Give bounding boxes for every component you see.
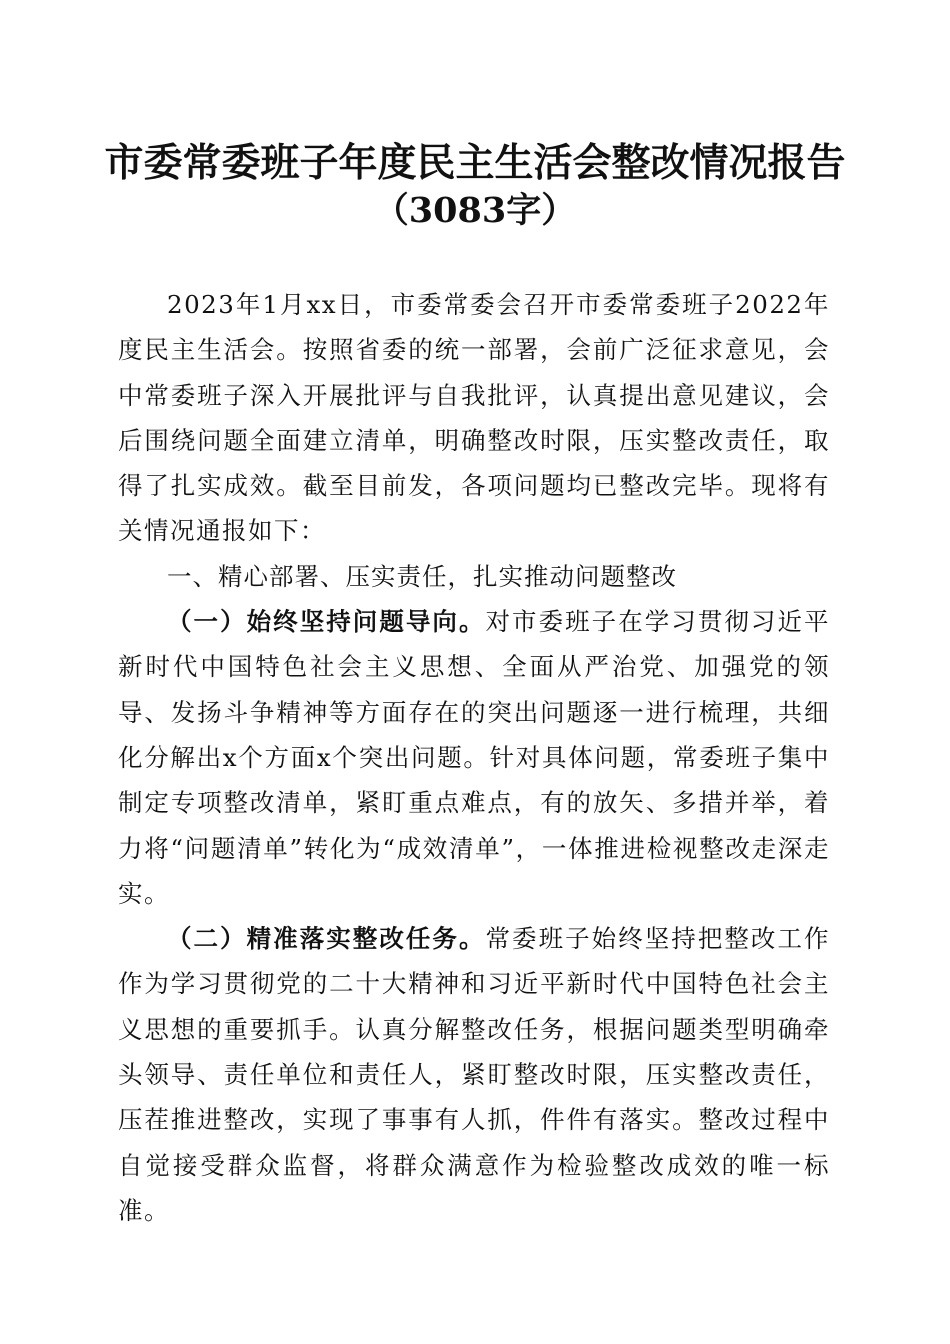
intro-paragraph: 2023年1月xx日，市委常委会召开市委常委班子2022年度民主生活会。按照省委的统一部署，会前广泛征求意见，会中常委班子深入开展批评与自我批评，认真提出意见建议，会后围绕问题全面建立清单，明确整改时限，压实整改责任，取得了扎实成效。截至目前发，各项问题均已整改完毕。现将有关情况通报如下：: [118, 290, 830, 546]
section-heading: 一、精心部署、压实责任，扎实推动问题整改: [167, 561, 677, 591]
item-lead-1: （一）始终坚持问题导向。: [167, 607, 486, 637]
document-subtitle: （3083字）: [373, 190, 577, 231]
document-body: [118, 282, 830, 1233]
title-block: [0, 138, 950, 234]
item-paragraph-2: [118, 916, 830, 1233]
item-paragraph-1: [118, 599, 830, 916]
item-text-2: 常委班子始终坚持把整改工作作为学习贯彻党的二十大精神和习近平新时代中国特色社会主义思想的重要抓手。认真分解整改任务，根据问题类型明确牵头领导、责任单位和责任人，紧盯整改时限，压实整改责任，压茬推进整改，实现了事事有人抓，件件有落实。整改过程中自觉接受群众监督，将群众满意作为检验整改成效的唯一标准。: [118, 924, 830, 1225]
item-text-1: 对市委班子在学习贯彻习近平新时代中国特色社会主义思想、全面从严治党、加强党的领导、发扬斗争精神等方面存在的突出问题逐一进行梳理，共细化分解出x个方面x个突出问题。针对具体问题，常委班子集中制定专项整改清单，紧盯重点难点，有的放矢、多措并举，着力将“问题清单”转化为“成效清单”，一体推进检视整改走深走实。: [118, 607, 830, 908]
item-lead-2: （二）精准落实整改任务。: [167, 924, 486, 954]
document-title: 市委常委班子年度民主生活会整改情况报告: [104, 140, 846, 186]
